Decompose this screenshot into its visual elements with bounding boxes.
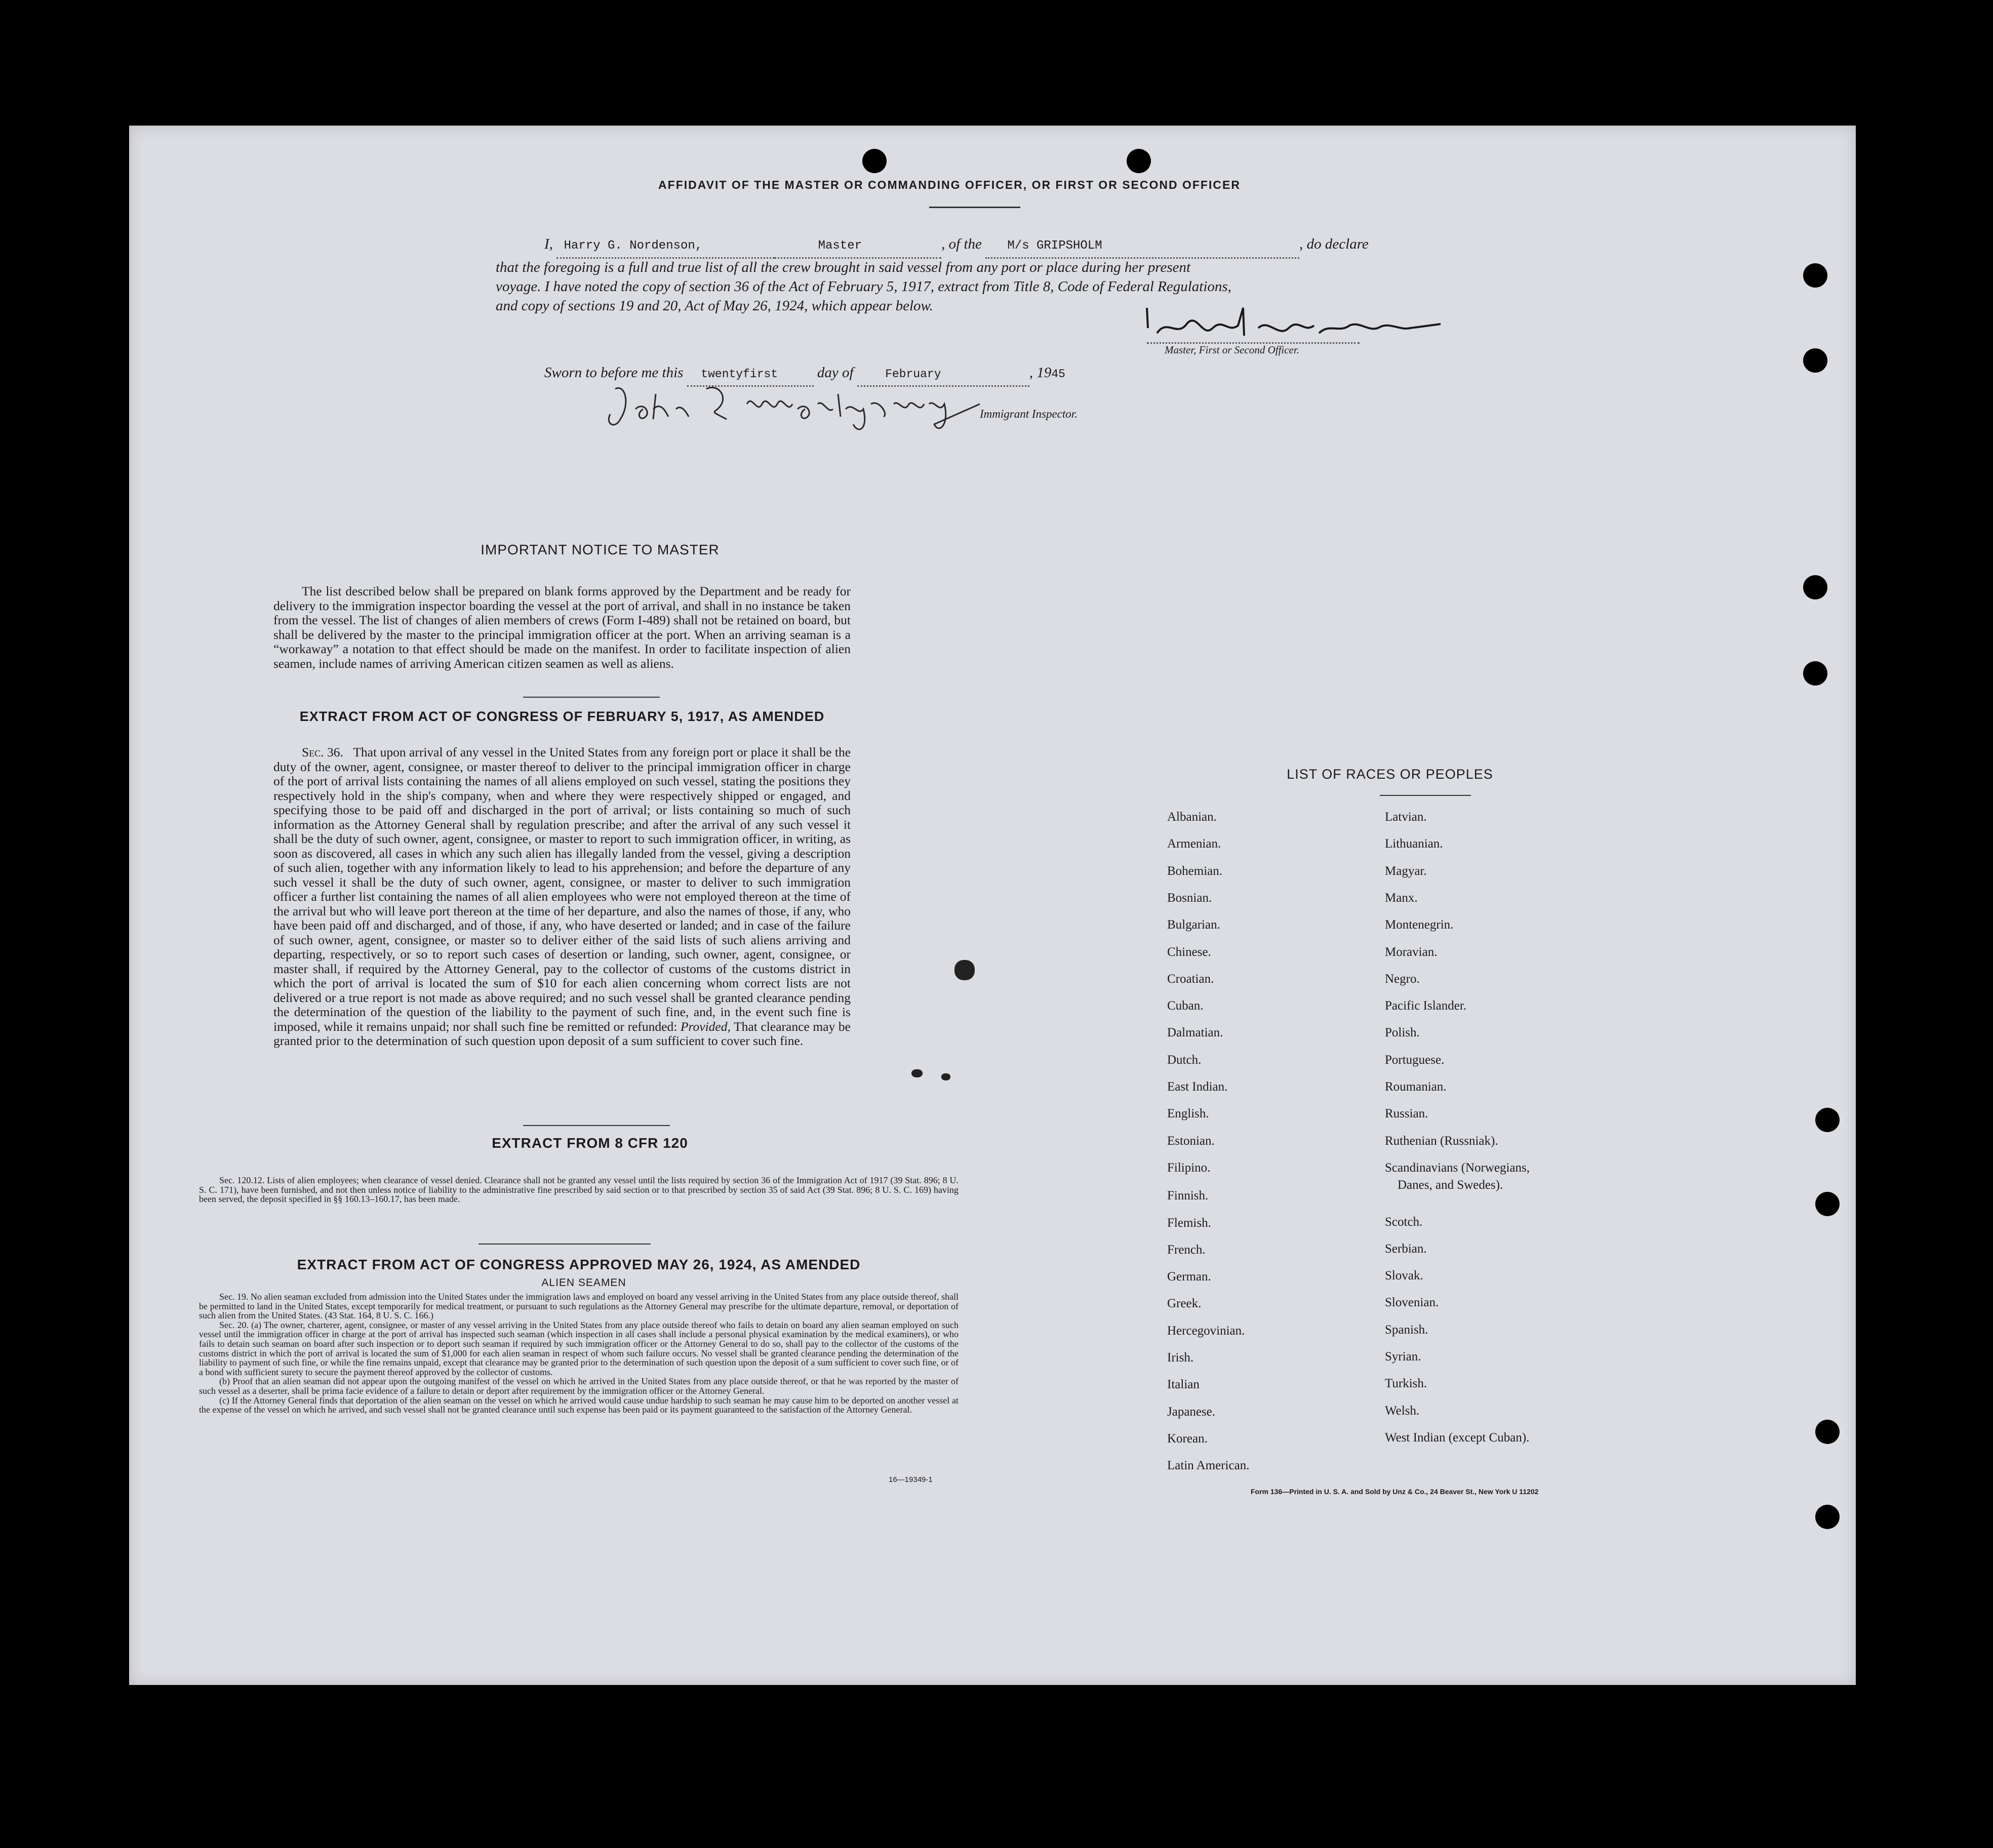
notice-heading: IMPORTANT NOTICE TO MASTER [481, 542, 720, 557]
race-item: Negro. [1385, 972, 1420, 986]
ink-blot [941, 1073, 950, 1080]
section-rule [523, 697, 660, 698]
race-item: Armenian. [1167, 837, 1221, 851]
punch-hole [1815, 1192, 1840, 1216]
alien-seamen-subheading: ALIEN SEAMEN [541, 1277, 626, 1289]
race-item: German. [1167, 1270, 1211, 1284]
vessel-field: M/s GRIPSHOLM [985, 235, 1299, 259]
affidavit-line-1: I, Harry G. Nordenson, Master , of the M/s GRIPSHOLM , do declare [544, 233, 1587, 259]
race-item: Slovak. [1385, 1269, 1423, 1283]
race-item: Flemish. [1167, 1216, 1211, 1230]
race-item: Irish. [1167, 1351, 1194, 1364]
race-item: Estonian. [1167, 1134, 1215, 1148]
extract-1924-text: Sec. 19. No alien seaman excluded from admission into the United States under the immigration laws and employed on board any vessel arriving in the United States from any place outside thereof, shall be permitted to land in the United States, except temporarily for medical treatment, or pursuant to such regulations as the Attorney General may prescribe for the ultimate departure, removal, or deportation of such alien from the United States. (43 Stat. 164, 8 U. S. C. 166.) Sec. 20. (a) The owner, charterer, agent, consignee, or master of any vessel arriving in the United States from any place outside thereof who fails to detain on board any alien seaman employed on such vessel until the immigration officer in charge at the port of arrival has inspected such seaman (which inspection in all cases shall include a personal physical examination by the medical examiners), or who fails to detain such seaman on board after such inspection or to deport such seaman if required by such immigration officer or the Attorney General to do so, shall pay to the collector of the customs of the customs district in which the port of arrival is located the sum of $1,000 for each alien seaman in respect of whom such failure occurs. No vessel shall be granted clearance pending the determination of the liability to payment of such fine, or while the fine remains unpaid, except that clearance may be granted prior to the determination of such question upon the deposit of a sum sufficient to cover such fine, or of a bond with sufficient surety to secure the payment thereof approved by the collector of customs. (b) Proof that an alien seaman did not appear upon the outgoing manifest of the vessel on which he arrived in the United States from any place outside thereof, or that he was reported by the master of such vessel as a deserter, shall be prima facie evidence of a failure to detain or deport after requirement by the immigration officer or the Attorney General. (c) If the Attorney General finds that deportation of the alien seaman on the vessel on which he arrived would cause undue hardship to such seaman he may cause him to be deported on another vessel at the expense of the vessel on which he arrived, and such vessel shall not be granted clearance until such expense has been paid or its payment guaranteed to the satisfaction of the Attorney General. [199, 1292, 959, 1415]
race-item: Polish. [1385, 1026, 1420, 1040]
punch-hole [1803, 575, 1827, 599]
race-item: French. [1167, 1242, 1206, 1257]
affidavit-line-4: and copy of sections 19 and 20, Act of May 26, 1924, which appear below. [496, 298, 933, 314]
race-item: Japanese. [1167, 1404, 1216, 1419]
race-item: West Indian (except Cuban). [1385, 1430, 1530, 1444]
race-item: Moravian. [1385, 945, 1438, 959]
race-item: Ruthenian (Russniak). [1385, 1134, 1498, 1148]
year-field: 45 [1051, 368, 1065, 381]
punch-hole [1127, 149, 1151, 173]
race-item: Filipino. [1167, 1160, 1211, 1175]
race-item: Latvian. [1385, 810, 1427, 824]
race-item: Bulgarian. [1167, 918, 1220, 932]
race-item: Welsh. [1385, 1403, 1420, 1418]
race-item: Bosnian. [1167, 891, 1212, 905]
inspector-caption: Immigrant Inspector. [980, 408, 1078, 420]
races-heading: LIST OF RACES OR PEOPLES [1287, 767, 1493, 782]
race-item: English. [1167, 1107, 1209, 1121]
form-note: Form 136—Printed in U. S. A. and Sold by Unz & Co., 24 Beaver St., New York U 11202 [1251, 1488, 1539, 1496]
race-item: Bohemian. [1167, 864, 1223, 878]
extract-1917-text: Sec. 36. That upon arrival of any vessel in the United States from any foreign port or place it shall be the duty of the owner, agent, consignee, or master thereof to deliver to the principal immigration officer in charge of the port of arrival lists containing the names of all aliens employed on such vessel, stating the positions they respectively hold in the ship's company, when and where they were respectively shipped or engaged, and specifying those to be paid off and discharged in the port of arrival; or lists containing so much of such information as the Attorney General shall by regulation prescribe; and after the arrival of any such vessel it shall be the duty of such owner, agent, consignee, or master to report to such immigration officer, in writing, as soon as discovered, all cases in which any such alien has illegally landed from the vessel, giving a description of such alien, together with any information likely to lead to his apprehension; and before the departure of any such vessel it shall be the duty of such owner, agent, consignee, or master to deliver to such immigration officer a further list containing the names of all alien employees who were not employed thereon at the time of the arrival but who will leave port thereon at the time of her departure, and also the names of those, if any, who have been paid off and discharged, and of those, if any, who have deserted or landed; and in case of the failure of such owner, agent, consignee, or master so to deliver either of the said lists of such aliens arriving and departing, respectively, or so to report such cases of desertion or landing, such owner, agent, consignee, or master shall, if required by the Attorney General, pay to the collector of customs of the customs district in which the port of arrival is located the sum of $10 for each alien concerning whom correct lists are not delivered or a true report is not made as above required; and no such vessel shall be granted clearance pending the determination of the question of the liability to the payment of such fine, and, in the event such fine is imposed, while it remains unpaid; nor shall such fine be remitted or refunded: Provided, That clearance may be granted prior to the determination of such question upon deposit of a sum sufficient to cover such fine. [273, 745, 851, 1048]
heading-rule [929, 207, 1020, 208]
races-rule [1380, 795, 1471, 796]
section-rule [523, 1125, 670, 1126]
race-item: Hercegovinian. [1167, 1323, 1245, 1338]
print-code: 16—19349-1 [889, 1475, 933, 1484]
inspector-signature [595, 374, 990, 439]
race-item: Scotch. [1385, 1215, 1423, 1229]
punch-hole [1815, 1108, 1840, 1132]
race-item: Italian [1167, 1378, 1200, 1392]
race-item: Roumanian. [1385, 1080, 1447, 1094]
affidavit-line-3: voyage. I have noted the copy of section 36 of the Act of February 5, 1917, extract from Title 8, Code of Federal Regulations, [496, 278, 1231, 295]
race-item: Slovenian. [1385, 1296, 1439, 1310]
race-item: Serbian. [1385, 1241, 1427, 1256]
sworn-day-field: twentyfirst [687, 363, 814, 387]
extract-1924-heading: EXTRACT FROM ACT OF CONGRESS APPROVED MAY 26, 1924, AS AMENDED [297, 1257, 861, 1272]
punch-hole [1815, 1505, 1840, 1529]
race-item: East Indian. [1167, 1080, 1228, 1094]
section-rule [479, 1243, 651, 1244]
affidavit-line-2: that the foregoing is a full and true list of all the crew brought in said vessel from any port or place during her present [496, 259, 1191, 275]
race-item: Pacific Islander. [1385, 999, 1467, 1013]
race-item: Latin American. [1167, 1459, 1250, 1473]
sworn-line: Sworn to before me this twentyfirst day of February , 1945 [544, 361, 1065, 387]
ink-blot [911, 1069, 923, 1077]
month-field: February [857, 363, 1029, 387]
punch-hole [1803, 348, 1827, 373]
document-page [129, 126, 1856, 1685]
race-item: Albanian. [1167, 810, 1217, 824]
race-item: Greek. [1167, 1297, 1202, 1311]
officer-caption: Master, First or Second Officer. [1165, 344, 1299, 356]
punch-hole [862, 149, 887, 173]
race-item: Croatian. [1167, 972, 1214, 986]
ink-blot [954, 960, 975, 980]
race-item: Finnish. [1167, 1189, 1209, 1203]
race-item: Dalmatian. [1167, 1026, 1223, 1040]
rank-field: Master [774, 235, 941, 259]
race-item: Lithuanian. [1385, 837, 1443, 851]
race-item: Spanish. [1385, 1322, 1428, 1337]
race-item: Dutch. [1167, 1053, 1202, 1067]
race-item: Magyar. [1385, 864, 1427, 878]
punch-hole [1815, 1420, 1840, 1444]
race-item: Korean. [1167, 1431, 1208, 1445]
race-item: Scandinavians (Norwegians, [1385, 1160, 1530, 1175]
race-item: Syrian. [1385, 1350, 1421, 1363]
race-item: Russian. [1385, 1107, 1428, 1121]
notice-text: The list described below shall be prepared on blank forms approved by the Department and be ready for delivery to the immigration inspector boarding the vessel at the port of arrival, and shall in no instance be taken from the vessel. The list of changes of alien members of crews (Form I-489) shall not be retained on board, but shall be delivered by the master to the principal immigration officer at the port. When an arriving seaman is a “workaway” a notation to that effect should be made on the manifest. In order to facilitate inspection of alien seamen, include names of arriving American citizen seamen as well as aliens. [273, 584, 851, 671]
race-item: Danes, and Swedes). [1398, 1178, 1503, 1192]
cfr-heading: EXTRACT FROM 8 CFR 120 [492, 1135, 688, 1151]
race-item: Montenegrin. [1385, 918, 1454, 932]
cfr-text: Sec. 120.12. Lists of alien employees; when clearance of vessel denied. Clearance shall not be granted any vessel until the lists required by section 36 of the Immigration Act of 1917 (39 Stat. 896; 8 U. S. C. 171), have been furnished, and not then unless notice of liability to the administrative fine prescribed by said section or to that prescribed by section 35 of said Act (39 Stat. 896; 8 U. S. C. 169) having been served, the deposit specified in §§ 160.13–160.17, has been made. [199, 1175, 959, 1204]
race-item: Manx. [1385, 891, 1418, 905]
race-item: Cuban. [1167, 999, 1204, 1013]
race-item: Turkish. [1385, 1377, 1427, 1391]
punch-hole [1803, 263, 1827, 288]
race-item: Portuguese. [1385, 1053, 1445, 1067]
race-item: Chinese. [1167, 945, 1211, 959]
punch-hole [1803, 661, 1827, 686]
affidavit-heading: AFFIDAVIT OF THE MASTER OR COMMANDING OFFICER, OR FIRST OR SECOND OFFICER [658, 178, 1241, 191]
name-field: Harry G. Nordenson, [556, 235, 774, 259]
extract-1917-heading: EXTRACT FROM ACT OF CONGRESS OF FEBRUARY 5, 1917, AS AMENDED [299, 709, 825, 724]
